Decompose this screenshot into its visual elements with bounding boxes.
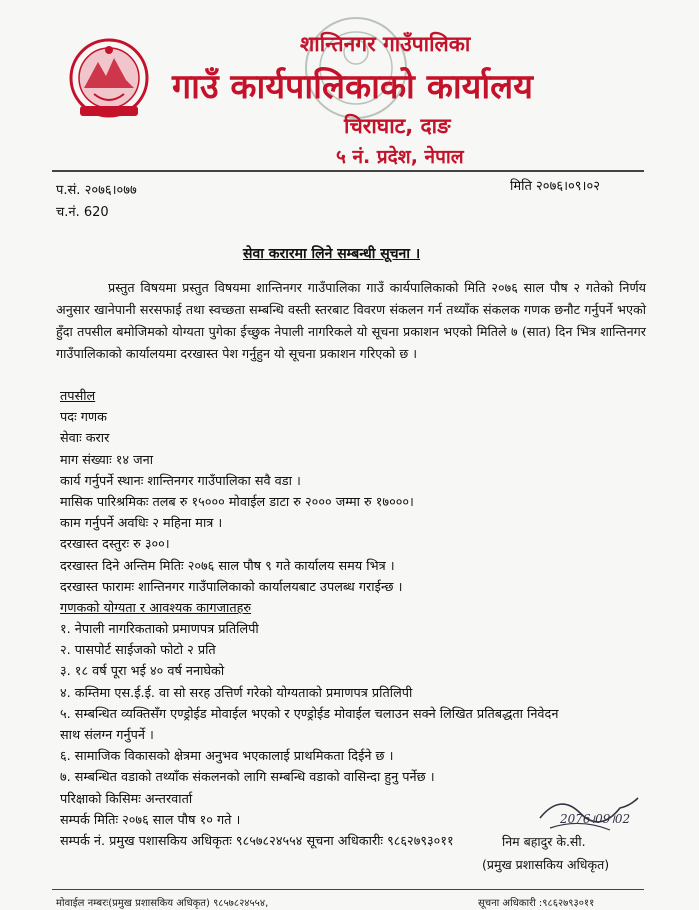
handwritten-date: 2076।09।02	[560, 812, 631, 826]
office-place: चिराघाट, दाङ	[344, 114, 451, 138]
office-title: गाउँ कार्यपालिकाको कार्यालय	[172, 67, 533, 107]
signatory-title: (प्रमुख प्रशासकिय अधिकृत)	[482, 857, 610, 872]
municipality-name: शान्तिनगर गाउँपालिका	[300, 32, 471, 56]
footer-right: सूचना अधिकारी :९८६२७९३०११	[478, 898, 595, 909]
qualification-item: ४. कम्तिमा एस.ई.ई. वा सो सरह उत्तिर्ण गरेको योग्यताको प्रमाणपत्र प्रतिलिपी	[60, 685, 413, 701]
footer-divider	[52, 889, 644, 890]
details-heading: तपसील	[60, 389, 96, 404]
qualification-item: ६. सामाजिक विकासको क्षेत्रमा अनुभव भएकालाई प्राथमिकता दिईने छ ।	[60, 749, 394, 765]
qualification-item: ३. १८ वर्ष पूरा भई ४० वर्ष ननाघेको	[60, 664, 225, 680]
nepal-emblem-icon	[66, 36, 152, 126]
signatory-name: निम बहादुर के.सी.	[502, 834, 586, 849]
exam-type: परिक्षाको किसिमः अन्तरवार्ता	[60, 791, 193, 807]
qualification-item: २. पासपोर्ट साईजको फोटो २ प्रति	[60, 643, 216, 659]
notice-body: प्रस्तुत विषयमा प्रस्तुत विषयमा शान्तिनगर गाउँपालिका गाउँ कार्यपालिकाको मिति २०७६ साल पौष २ गतेको निर्णय अनुसार खानेपानी सरसफाई तथा स्वच्छता सम्बन्धि वस्ती स्तरबाट विवरण संकलन गर्न तथ्याँक संकलक गणक छनौट गर्नुपर्ने भएको हुँदा तपसील बमोजिमको योग्यता पुगेका ईच्छुक नेपाली नागरिकले यो सूचना प्रकाशन भएको मितिले ७ (सात) दिन भित्र शान्तिनगर गाउँपालिकाको कार्यालयमा दरखास्त पेश गर्नुहुन यो सूचना प्रकाशन गरिएको छ ।	[56, 280, 646, 361]
qualification-item-continuation: साथ संलग्न गर्नुपर्ने ।	[60, 728, 154, 743]
qualification-item: ७. सम्बन्धित वडाको तथ्याँक संकलनको लागि सम्बन्धि वडाको वासिन्दा हुनु पर्नेछ ।	[60, 770, 435, 786]
contact-date: सम्पर्क मितिः २०७६ साल पौष १० गते ।	[60, 812, 241, 828]
detail-fee: दरखास्त दस्तुरः रु ३००।	[60, 537, 170, 553]
dispatch-number: च.नं. 620	[56, 205, 109, 220]
letter-date: मिति २०७६।०९।०२	[510, 179, 600, 194]
qualifications-heading: गणकको योग्यता र आवश्यक कागजातहरु	[60, 600, 252, 616]
qualification-item: १. नेपाली नागरिकताको प्रमाणपत्र प्रतिलिपी	[60, 622, 259, 638]
footer-left: मोवाईल नम्बरः(प्रमुख प्रशासकिय अधिकृत) ९८५७८२४५५४,	[56, 898, 269, 909]
detail-form: दरखास्त फारामः शान्तिनगर गाउँपालिकाको कार्यालयबाट उपलब्ध गराईन्छ ।	[60, 579, 403, 595]
reference-number: प.सं. २०७६।०७७	[56, 183, 137, 198]
contact-numbers: सम्पर्क नं. प्रमुख पशासकिय अधिकृतः ९८५७८२४५५४ सूचना अधिकारीः ९८६२७९३०११	[60, 833, 454, 849]
detail-salary: मासिक पारिश्रमिकः तलब रु १५००० मोवाईल डाटा रु २००० जम्मा रु १७०००।	[60, 494, 414, 510]
detail-deadline: दरखास्त दिने अन्तिम मितिः २०७६ साल पौष ९ गते कार्यालय समय भित्र ।	[60, 558, 395, 574]
detail-post: पदः गणक	[60, 410, 108, 426]
details-section	[60, 386, 650, 852]
header-divider	[52, 170, 644, 172]
office-province: ५ नं. प्रदेश, नेपाल	[336, 146, 464, 168]
signature-block	[482, 833, 609, 873]
detail-service: सेवाः करार	[60, 431, 110, 447]
detail-duration: काम गर्नुपर्ने अवधिः २ महिना मात्र ।	[60, 516, 223, 532]
detail-workplace: कार्य गर्नुपर्ने स्थानः शान्तिनगर गाउँपालिका सवै वडा ।	[60, 473, 301, 489]
qualification-item: ५. सम्बन्धित व्यक्तिसँग एण्ड्रोईड मोवाईल भएको र एण्ड्रोईड मोवाईल चलाउन सक्ने लिखित प्रतिबद्धता निवेदन	[60, 706, 559, 722]
detail-demand: माग संख्याः १४ जना	[60, 452, 154, 468]
notice-title: सेवा करारमा लिने सम्बन्धी सूचना ।	[243, 246, 421, 262]
